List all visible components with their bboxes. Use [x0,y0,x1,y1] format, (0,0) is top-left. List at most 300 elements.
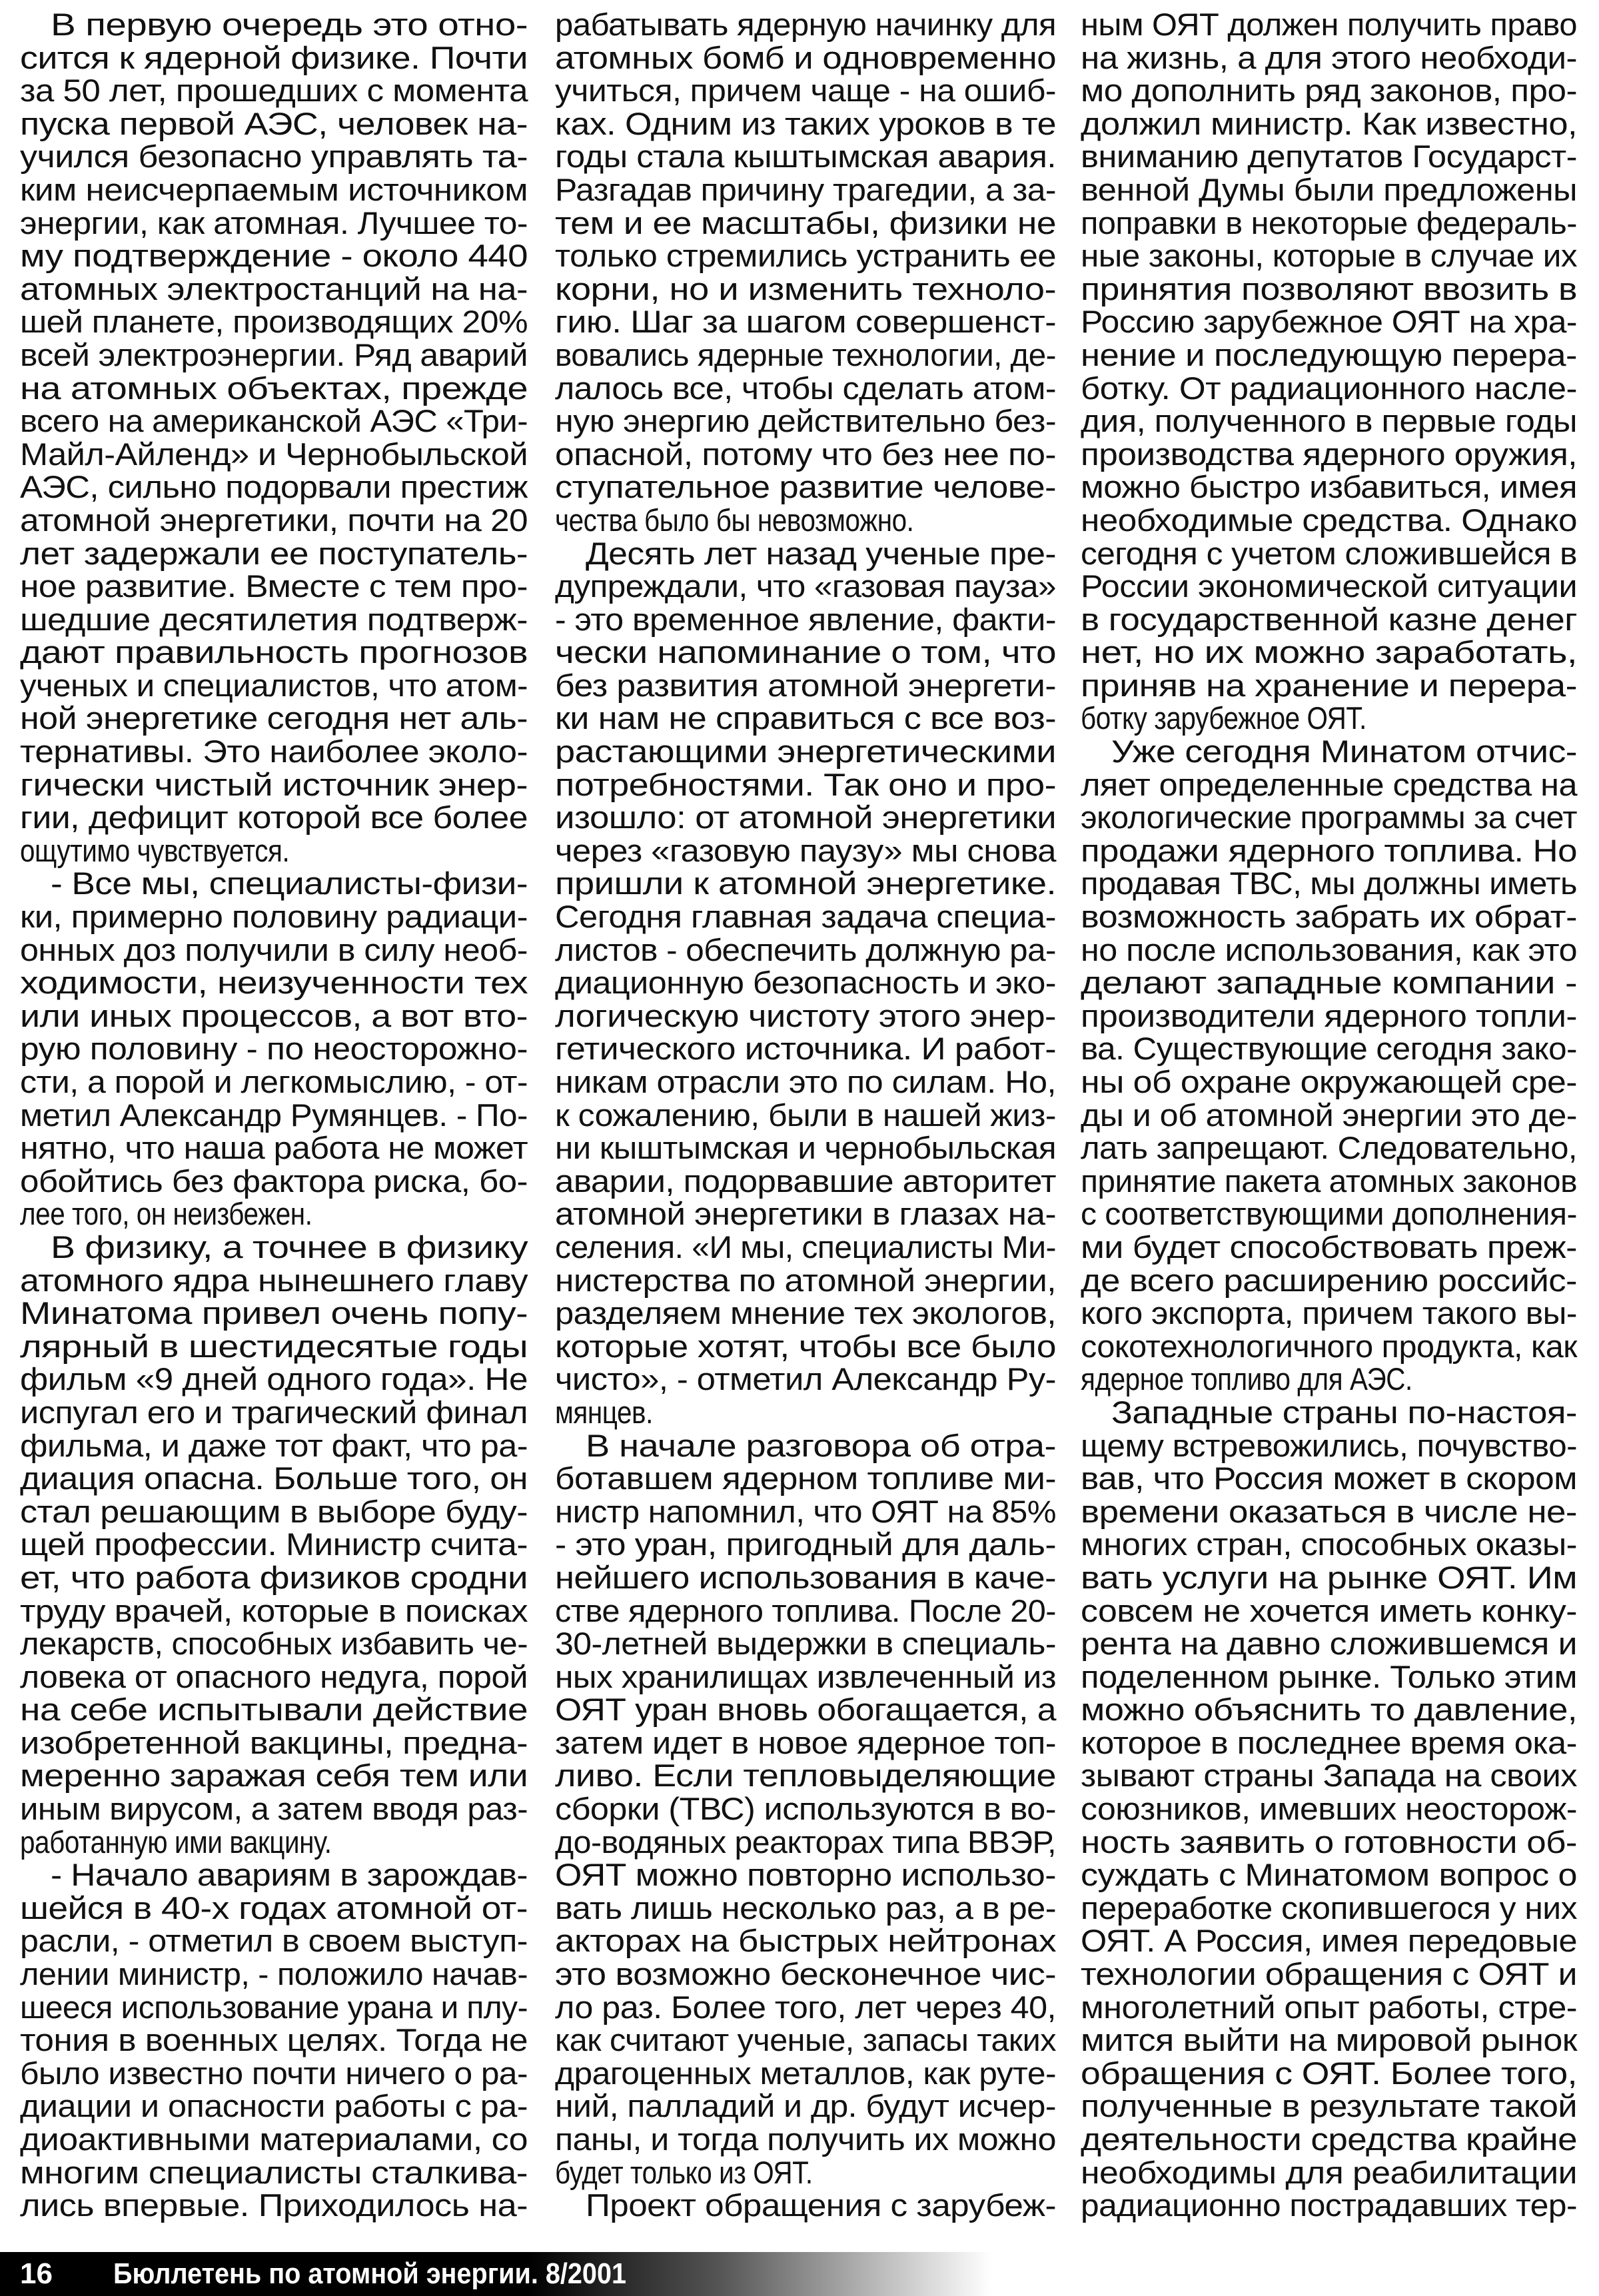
text-line-content: лет задержали ее поступатель- [20,535,528,571]
text-line-content: России экономической ситуации [1081,568,1577,604]
text-line-content: селения. «И мы, специалисты Ми- [555,1229,1056,1265]
text-line [1081,1065,1577,1099]
text-line-content: на жизнь, а для этого необходи- [1081,39,1577,75]
text-line-content: ступательное развитие челове- [555,469,1056,505]
text-line [1081,372,1577,405]
text-line-content: ны об охране окружающей сре- [1081,1064,1577,1099]
text-line-content: ми будет способствовать преж- [1081,1229,1577,1265]
text-line-content: 30-летней выдержки в специаль- [555,1626,1056,1662]
text-line-content: мится выйти на мировой рынок [1081,2022,1577,2058]
text-line-content: продажи ядерного топлива. Но [1081,832,1577,868]
text-line-content: чества было бы невозможно. [555,502,914,538]
text-line-content: расли, - отметил в своем выступ- [20,1923,528,1959]
text-line-content: ботку. От радиационного насле- [1081,370,1577,406]
text-line-content: энергии, как атомная. Лучшее то- [20,205,528,241]
text-line-content: дия, полученного в первые годы [1081,403,1577,439]
text-line [20,702,528,735]
text-line-content: как считают ученые, запасы таких [555,2022,1056,2058]
text-line-content: лении министр, - положило начав- [20,1956,528,1992]
text-line [555,1165,1056,1198]
text-line-content: на атомных объектах, прежде [20,370,528,406]
text-line [1081,1330,1577,1363]
text-line [555,404,1056,438]
text-line [1081,173,1577,207]
text-line-content: обойтись без фактора риска, бо- [20,1163,528,1199]
text-line-content: технологии обращения с ОЯТ и [1081,1956,1577,1992]
text-line-content: ким неисчерпаемым источником [20,171,528,207]
text-line-content: ОЯТ уран вновь обогащается, а [555,1692,1056,1728]
text-line [20,1826,528,1859]
text-line [555,207,1056,240]
text-line-content: ных хранилищах извлеченный из [555,1658,1056,1694]
text-line [20,1792,528,1826]
text-line-content: акторах на быстрых нейтронах [555,1923,1056,1959]
text-line [20,273,528,306]
text-line-content: вав, что Россия может в скором [1081,1460,1577,1496]
text-line-content: никам отрасли это по силам. Но, [555,1064,1056,1099]
text-line [555,1792,1056,1826]
text-line-content: нейшего использования в каче- [555,1559,1056,1595]
text-line-content: лать запрещают. Следовательно, [1081,1130,1577,1166]
text-line [1081,1429,1577,1462]
text-line [1081,338,1577,372]
text-line-content: обращения с ОЯТ. Более того, [1081,2055,1577,2091]
text-line-content: атомной энергетики в глазах на- [555,1196,1056,1232]
text-line-content: ки, примерно половину радиаци- [20,899,528,935]
text-line-content: атомных бомб и одновременно [555,39,1056,75]
text-line [1081,867,1577,900]
text-line-content: диационную безопасность и эко- [555,965,1056,1001]
text-line [555,470,1056,504]
text-line [1081,8,1577,41]
text-line [555,2123,1056,2156]
text-line [20,1958,528,1991]
text-line-content: нение и последующую перера- [1081,336,1577,372]
text-line [20,107,528,141]
text-line-content: испугал его и трагический финал [20,1394,528,1430]
text-line [555,1561,1056,1594]
text-line-content: ную энергию действительно без- [555,403,1056,439]
text-line-content: рента на давно сложившемся и [1081,1626,1577,1662]
text-line-content: затем идет в новое ядерное топ- [555,1724,1056,1760]
text-line-content: листов - обеспечить должную ра- [555,931,1056,967]
text-line [555,1099,1056,1132]
text-line-content: годы стала кыштымская авария. [555,139,1056,175]
text-line-content: ловека от опасного недуга, порой [20,1658,528,1694]
text-line [1081,1991,1577,2024]
text-line-content: дупреждали, что «газовая пауза» [555,568,1056,604]
text-line-content: ходимости, неизученности тех [20,965,528,1001]
text-line [555,1958,1056,1991]
text-line [1081,1826,1577,1859]
text-line-content: это возможно бесконечное чис- [555,1956,1056,1992]
text-line-content: венной Думы были предложены [1081,171,1577,207]
text-line [20,1264,528,1297]
text-line-content: изошло: от атомной энергетики [555,800,1056,836]
text-line [1081,1759,1577,1792]
text-line [555,2057,1056,2090]
text-line [555,504,1056,537]
text-line [20,1131,528,1165]
text-line [555,1197,1056,1231]
text-line [1081,1958,1577,1991]
text-line-content: ляет определенные средства на [1081,766,1577,802]
text-line-content: щей профессии. Министр счита- [20,1526,528,1562]
text-line-content: онных доз получили в силу необ- [20,931,528,967]
text-column-1 [20,8,528,2222]
text-line [20,570,528,603]
text-line-content: атомной энергетики, почти на 20 [20,502,528,538]
text-line [20,1165,528,1198]
text-line-content: сборки (ТВС) используются в во- [555,1791,1056,1827]
text-line [1081,1131,1577,1165]
text-line [555,867,1056,900]
text-line-content: лекарств, способных избавить че- [20,1626,528,1662]
text-line-content: но после использования, как это [1081,931,1577,967]
text-line-content: ощутимо чувствуется. [20,832,290,868]
text-line [555,1991,1056,2024]
text-line [1081,41,1577,75]
text-line [1081,1693,1577,1726]
text-line [20,372,528,405]
text-line [1081,504,1577,537]
text-line [555,900,1056,933]
text-line-content: с соответствующими дополнения- [1081,1196,1577,1232]
text-line [20,1363,528,1396]
text-line [20,1396,528,1429]
text-line-content: учился безопасно управлять та- [20,139,528,175]
text-line-content: Минатома привел очень попу- [20,1295,528,1331]
text-line-content: ливо. Если тепловыделяющие [555,1758,1056,1794]
text-line [555,1032,1056,1065]
text-line-content: многих стран, способных оказы- [1081,1526,1577,1562]
page-footer [0,2252,1599,2296]
text-line-content: ло раз. Более того, лет через 40, [555,1989,1056,2025]
text-line-content: сится к ядерной физике. Почти [20,39,528,75]
text-line [20,404,528,438]
text-line-content: должил министр. Как известно, [1081,105,1577,141]
text-line [20,999,528,1033]
text-line-content: тернативы. Это наиболее эколо- [20,734,528,770]
text-line-content: делают западные компании - [1081,965,1577,1001]
text-line [555,2156,1056,2189]
text-line [555,1627,1056,1660]
text-line-content: времени оказаться в числе не- [1081,1493,1577,1529]
text-line-content: рую половину - по неосторожно- [20,1031,528,1067]
text-line [555,438,1056,471]
text-line-content: диации и опасности работы с ра- [20,2088,528,2124]
text-line-content: ОЯТ. А Россия, имея передовые [1081,1923,1577,1959]
text-line-content: - Все мы, специалисты-физи- [51,865,528,901]
text-line [1081,1660,1577,1694]
text-line-content: шееся использование урана и плу- [20,1989,528,2025]
text-line-content: ученых и специалистов, что атом- [20,667,528,703]
text-line [1081,1858,1577,1892]
text-line [20,768,528,802]
text-line-content: всей электроэнергии. Ряд аварий [20,336,528,372]
text-line [555,8,1056,41]
text-line-content: В начале разговора об отра- [586,1427,1056,1463]
text-line-content: драгоценных металлов, как руте- [555,2055,1056,2091]
text-line [20,834,528,867]
text-line [20,305,528,338]
text-line-content: сегодня с учетом сложившейся в [1081,535,1577,571]
text-line [20,1924,528,1958]
text-line-content: - Начало авариям в зарождав- [51,1857,528,1893]
text-line-content: в государственной казне денег [1081,601,1577,637]
text-line [1081,1165,1577,1198]
text-line-content: вниманию депутатов Государст- [1081,139,1577,175]
text-line-content: пуска первой АЭС, человек на- [20,105,528,141]
text-line [555,603,1056,636]
text-line [1081,768,1577,802]
text-line [1081,207,1577,240]
text-line [1081,735,1577,768]
text-line [1081,1726,1577,1760]
text-line-content: мянцев. [555,1394,653,1430]
text-line [555,537,1056,570]
text-line-content: производители ядерного топли- [1081,997,1577,1033]
text-line [555,273,1056,306]
text-line [1081,1197,1577,1231]
text-line-content: работанную ими вакцину. [20,1824,332,1860]
text-line-content: или иных процессов, а вот вто- [20,997,528,1033]
text-line [555,636,1056,669]
text-line [20,41,528,75]
text-line-content: Западные страны по-настоя- [1111,1394,1577,1430]
text-line-content: гии, дефицит которой все более [20,800,528,836]
text-line [555,702,1056,735]
text-line-content: Уже сегодня Минатом отчис- [1111,734,1577,770]
text-line-content: дают правильность прогнозов [20,634,528,670]
text-line [1081,1231,1577,1264]
text-line [20,1197,528,1231]
text-line-content: поправки в некоторые федераль- [1081,205,1577,241]
text-line [20,669,528,702]
text-line [20,207,528,240]
text-line [1081,1462,1577,1495]
text-line-content: без развития атомной энергети- [555,667,1056,703]
text-line-content: экологические программы за счет [1081,800,1577,836]
text-line [20,1065,528,1099]
text-line [20,470,528,504]
text-line-content: совсем не хочется иметь конку- [1081,1592,1577,1628]
text-line [555,1924,1056,1958]
text-line [1081,669,1577,702]
text-line-content: возможность забрать их обрат- [1081,899,1577,935]
text-line-content: радиационно пострадавших тер- [1081,2187,1577,2223]
text-line-content: растающими энергетическими [555,734,1056,770]
text-line-content: - это уран, пригодный для даль- [555,1526,1056,1562]
text-line-content: Проект обращения с зарубеж- [586,2187,1056,2223]
text-line-content: кого экспорта, причем такого вы- [1081,1295,1577,1331]
text-line-content: поделенном рынке. Только этим [1081,1658,1577,1694]
text-line [1081,2023,1577,2057]
text-line [20,537,528,570]
text-line [1081,801,1577,834]
text-line [1081,140,1577,173]
text-line [20,1759,528,1792]
text-line-content: гетического источника. И работ- [555,1031,1056,1067]
text-line-content: продавая ТВС, мы должны иметь [1081,865,1577,901]
text-line-content: пришли к атомной энергетике. [555,865,1056,901]
text-line [1081,1363,1577,1396]
text-line [20,933,528,967]
text-line [20,2156,528,2189]
text-line [555,1330,1056,1363]
text-line-content: нятно, что наша работа не может [20,1130,528,1166]
text-line-content: тония в военных целях. Тогда не [20,2022,528,2058]
text-line [555,1131,1056,1165]
text-line [1081,2057,1577,2090]
text-line-content: учиться, причем чаще - на ошиб- [555,73,1056,109]
text-line-content: Десять лет назад ученые пре- [586,535,1056,571]
text-line-content: лярный в шестидесятые годы [20,1328,528,1364]
text-line-content: тем и ее масштабы, физики не [555,205,1056,241]
text-line [555,1429,1056,1462]
text-line [1081,305,1577,338]
text-line-content: принятия позволяют ввозить в [1081,271,1577,306]
text-line [20,2189,528,2222]
text-line [555,1396,1056,1429]
text-line [555,966,1056,999]
text-line-content: приняв на хранение и перера- [1081,667,1577,703]
text-line [555,1826,1056,1859]
text-line-content: ной энергетике сегодня нет аль- [20,700,528,736]
text-line [555,1462,1056,1495]
text-line [1081,1396,1577,1429]
text-line-content: Разгадав причину трагедии, а за- [555,171,1056,207]
text-line [20,1495,528,1528]
text-line [1081,999,1577,1033]
text-line-content: деятельности средства крайне [1081,2121,1577,2157]
text-line [555,140,1056,173]
text-line-content: будет только из ОЯТ. [555,2154,813,2190]
text-line [555,768,1056,802]
text-line [555,1363,1056,1396]
page-number: 16 [20,2257,53,2290]
text-line [1081,1528,1577,1561]
text-line [20,900,528,933]
text-line-content: необходимы для реабилитации [1081,2154,1577,2190]
text-line-content: гию. Шаг за шагом совершенст- [555,304,1056,340]
text-line-content: можно быстро избавиться, имея [1081,469,1577,505]
text-line [20,966,528,999]
text-line [1081,1892,1577,1925]
text-line-content: рабатывать ядерную начинку для [555,7,1056,42]
text-line [20,8,528,41]
text-line-content: необходимые средства. Однако [1081,502,1577,538]
text-line-content: АЭС, сильно подорвали престиж [20,469,528,505]
text-line-content: Россию зарубежное ОЯТ на хра- [1081,304,1577,340]
text-line [1081,2156,1577,2189]
text-line [20,735,528,768]
text-line [1081,1561,1577,1594]
text-line [555,2089,1056,2123]
text-line-content: Сегодня главная задача специа- [555,899,1056,935]
text-line [20,1528,528,1561]
text-line-content: ным ОЯТ должен получить право [1081,7,1577,42]
text-line-content: нистр напомнил, что ОЯТ на 85% [555,1493,1056,1529]
text-line-content: потребностями. Так оно и про- [555,766,1056,802]
text-line [1081,1099,1577,1132]
text-line-content: многолетний опыт работы, стре- [1081,1989,1577,2025]
text-line [20,2023,528,2057]
text-line-content: ва. Существующие сегодня зако- [1081,1031,1577,1067]
text-line-content: ботку зарубежное ОЯТ. [1081,700,1366,736]
text-line-content: ках. Одним из таких уроков в те [555,105,1056,141]
text-line [555,2189,1056,2222]
text-line-content: было известно почти ничего о ра- [20,2055,528,2091]
text-line-content: лись впервые. Приходилось на- [20,2187,528,2223]
text-line [1081,1495,1577,1528]
text-line [20,2123,528,2156]
text-line [555,239,1056,273]
text-line [1081,603,1577,636]
text-line-content: которое в последнее время ока- [1081,1724,1577,1760]
text-line-content: только стремились устранить ее [555,238,1056,274]
text-line-content: суждать с Минатомом вопрос о [1081,1857,1577,1893]
publication-title: Бюллетень по атомной энергии. 8/2001 [113,2257,627,2290]
text-line [1081,900,1577,933]
text-line [555,1231,1056,1264]
text-line [20,1594,528,1628]
text-line [1081,273,1577,306]
text-line-content: на себе испытывали действие [20,1692,528,1728]
text-line-content: В физику, а точнее в физику [51,1229,528,1265]
text-line [555,834,1056,867]
text-line-content: атомных электростанций на на- [20,271,528,306]
text-line-content: де всего расширению российс- [1081,1262,1577,1298]
text-line-content: полученные в результате такой [1081,2088,1577,2124]
text-line [20,1892,528,1925]
text-line [1081,933,1577,967]
text-line-content: зывают страны Запада на своих [1081,1758,1577,1794]
text-line [20,1726,528,1760]
text-line [555,570,1056,603]
text-line [20,1297,528,1330]
text-line [1081,74,1577,107]
text-line-content: ний, палладий и др. будут исчер- [555,2088,1056,2124]
text-line-content: му подтверждение - около 440 [20,238,528,274]
text-line-content: многим специалисты сталкива- [20,2154,528,2190]
text-line-content: разделяем мнение тех экологов, [555,1295,1056,1331]
text-line-content: шейся в 40-х годах атомной от- [20,1890,528,1926]
text-line-content: чисто», - отметил Александр Ру- [555,1361,1056,1397]
text-line-content: принятие пакета атомных законов [1081,1163,1577,1199]
text-line [20,1462,528,1495]
text-line-content: ет, что работа физиков сродни [20,1559,528,1595]
text-line [1081,702,1577,735]
text-line [1081,2189,1577,2222]
text-line-content: фильма, и даже тот факт, что ра- [20,1427,528,1463]
text-line-content: диоактивными материалами, со [20,2121,528,2157]
text-line-content: производства ядерного оружия, [1081,436,1577,472]
text-line-content: ное развитие. Вместе с тем про- [20,568,528,604]
text-line-content: корни, но и изменить техноло- [555,271,1056,306]
text-line [20,1561,528,1594]
text-line [555,41,1056,75]
text-line [1081,636,1577,669]
text-line [20,867,528,900]
text-line-content: за 50 лет, прошедших с момента [20,73,528,109]
text-line-content: ды и об атомной энергии это де- [1081,1097,1577,1133]
text-line [555,74,1056,107]
text-line [555,1495,1056,1528]
text-line [20,1693,528,1726]
text-line-content: нет, но их можно заработать, [1081,634,1577,670]
text-line [1081,438,1577,471]
